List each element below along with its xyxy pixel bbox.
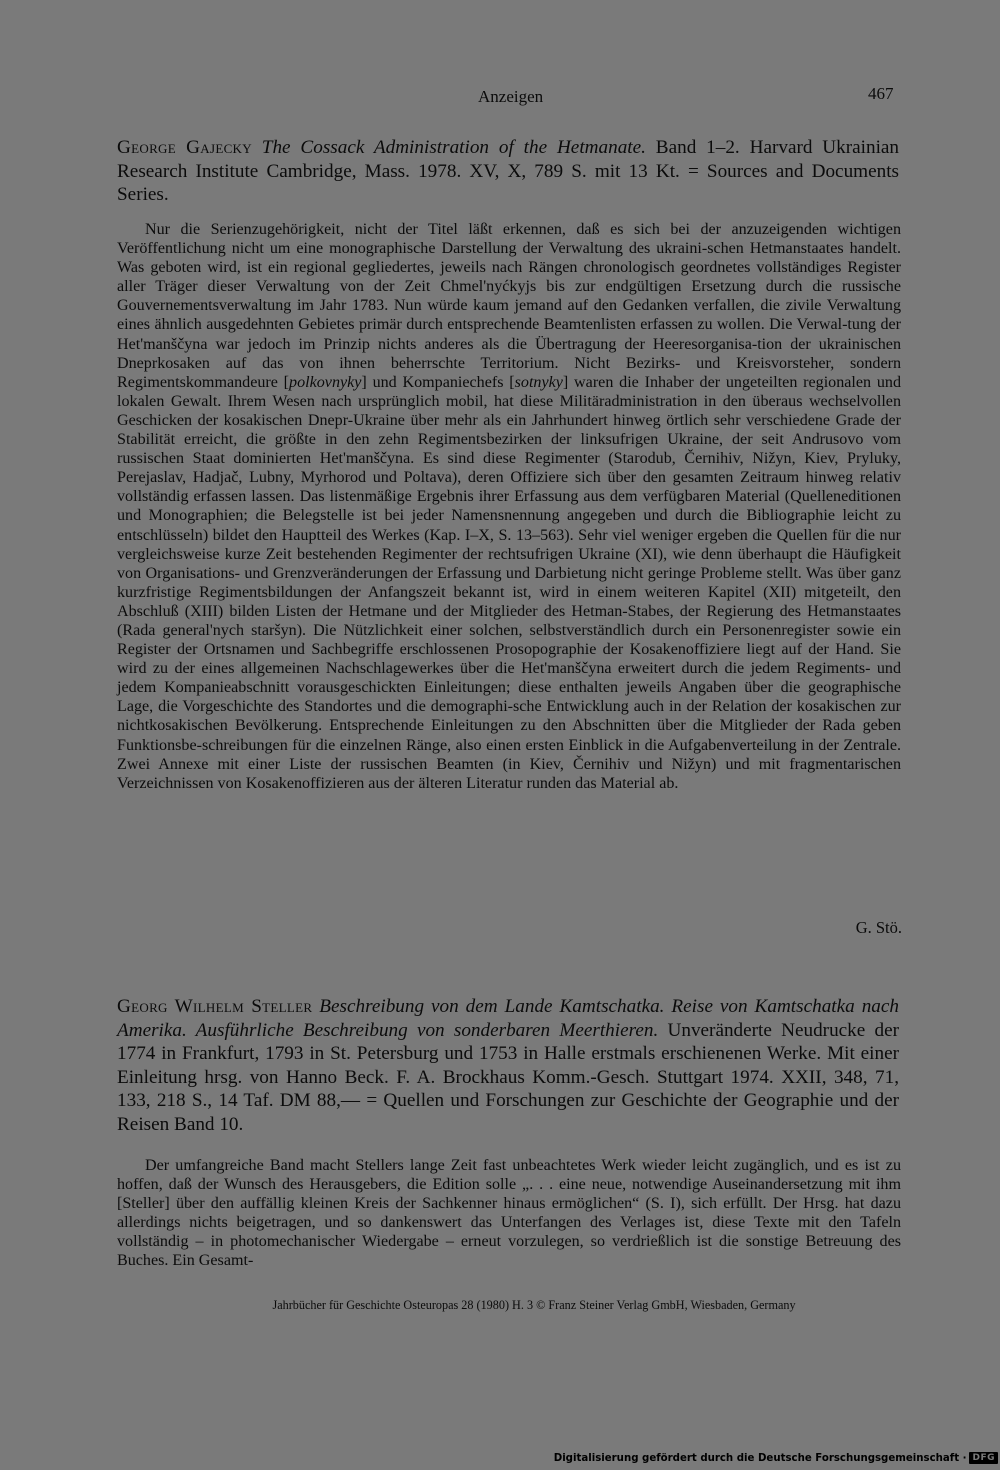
term-polkovnyky: polkovnyky — [289, 373, 362, 391]
page-number: 467 — [868, 84, 894, 103]
entry-1-title: The Cossack Administration of the Hetmanate. — [261, 137, 646, 158]
running-head — [0, 84, 1000, 110]
entry-2-author: Georg Wilhelm Steller — [117, 996, 313, 1017]
entry-1-heading — [117, 136, 899, 207]
entry-2-review-body: Der umfangreiche Band macht Stellers lange Zeit fast unbeachtetes Werk wieder leicht zugänglich, und es ist zu hoffen, daß der Wunsch des Herausgebers, die Edition solle „. . . eine neue, notwendige Auseinandersetzung mit ihm [Steller] über den auffällig kleinen Kreis der Sachkenner hinaus ermöglichen“ (S. I), sich erfüllt. Der Hrsg. hat dazu allerdings nichts beigetragen, und so dankenswert das Unterfangen des Verlages ist, diese Texte mit den Tafeln vollständig – in photomechanischer Wiedergabe – erneut vorzulegen, so verdrießlich ist die sonstige Betreuung des Buches. Ein Gesamt- — [117, 1157, 901, 1270]
entry-2-heading — [117, 995, 899, 1136]
entry-1-details: Band 1–2. Harvard Ukrainian Research Institute Cambridge, Mass. 1978. XV, X, 789 S. mit 13 Kt. = Sources and Documents Series. — [117, 137, 900, 205]
scan-credit — [553, 1451, 998, 1465]
entry-1-author: George Gajecky — [117, 137, 252, 158]
running-title: Anzeigen — [478, 87, 544, 106]
entry-1-reviewer: G. Stö. — [855, 918, 902, 937]
entry-1-review-body: Nur die Serienzugehörigkeit, nicht der Titel läßt erkennen, daß es sich bei der anzuzeigenden wichtigen Veröffentlichung nicht um eine monographische Darstellung der Verwaltung des ukraini-schen Hetmanstaates handelt. Was geboten wird, ist ein regional gegliedertes, jeweils nach Rängen chronologisch geordnetes vollständiges Register aller Träger dieser Verwaltung von der Zeit Chmel'nyćkyjs bis zur endgültigen Ersetzung durch die russische Gouvernementsverwaltung im Jahr 1783. Nun würde kaum jemand auf den Gedanken verfallen, die zivile Verwaltung eines ähnlich ausgedehnten Gebietes primär durch entsprechende Beamtenlisten erfassen zu wollen. Die Verwal-tung der Het'manščyna war jedoch im Prinzip nichts anderes als die Übertragung der Heeresorganisa-tion der ukrainischen Dneprkosaken auf das von ihnen beherrschte Territorium. Nicht Bezirks- und Kreisvorsteher, sondern Regimentskommandeure [polkovnyky] und Kompaniechefs [sotnyky] waren die Inhaber der ungeteilten regionalen und lokalen Gewalt. Ihrem Wesen nach ursprünglich mobil, hat diese Militäradministration in den überaus wechselvollen Geschicken der kosakischen Dnepr-Ukraine über mehr als ein Jahrhundert hinweg örtlich sehr verschiedene Grade der Stabilität erreicht, die größte in den zehn Regimentsbezirken der linksufrigen Ukraine, der seit Andrusovo vom russischen Staat dominierten Het'manščyna. Es sind diese Regimenter (Starodub, Černihiv, Nižyn, Kiev, Pryluky, Perejaslav, Hadjač, Lubny, Myrhorod und Poltava), deren Offiziere sich über den gesamten Zeitraum hinweg relativ vollständig erfassen lassen. Das listenmäßige Ergebnis ihrer Erfassung aus dem verfügbaren Material (Quelleneditionen und Monographien; die Belegstelle ist bei jeder Namensnennung angegeben und durch die Bibliographie leicht zu entschlüsseln) bildet den Hauptteil des Werkes (Kap. I–X, S. 13–563). Sehr viel weniger ergeben die Quellen für die nur vergleichsweise kurze Zeit bestehenden Regimenter der rechtsufrigen Ukraine (XI), wie denn überhaupt die Häufigkeit von Organisations- und Grenzveränderungen der Erfassung und Darbietung nicht geringe Probleme stellt. Was über ganz kurzfristige Regimentsbildungen der Anfangszeit bekannt ist, wird in einem weiteren Kapitel (XII) mitgeteilt, den Abschluß (XIII) bilden Listen der Hetmane und der Mitglieder des Hetman-Stabes, der Regierung des Hetmanstaates (Rada general'nych staršyn). Die Nützlichkeit einer solchen, selbstverständlich durch ein Personenregister sowie ein Register der Ortsnamen und Sachbegriffe erschlossenen Prosopographie der Kosakenoffiziere liegt auf der Hand. Sie wird zu der eines allgemeinen Nachschlagewerkes über die Het'manščyna erweitert durch die jedem Regiments- und jedem Kompanieabschnitt vorausgeschickten Einleitungen; diese enthalten jeweils Angaben über die geographische Lage, die Vorgeschichte des Standortes und die demographi-sche Entwicklung auch in der Relation der kosakischen zur nichtkosakischen Bevölkerung. Entsprechende Einleitungen zu den Abschnitten über die Mitglieder der Rada geben Funktionsbe-schreibungen für die einzelnen Ränge, also einen ersten Einblick in die Aufgabenverteilung in der Zentrale. Zwei Annexe mit einer Liste der russischen Beamten (in Kiev, Černihiv und Nižyn) und mit fragmentarischen Verzeichnissen von Kosakenoffizieren aus der älteren Literatur runden das Material ab. — [117, 221, 901, 792]
entry-2-title: Beschreibung von dem Lande Kamtschatka. Reise von Kamtschatka nach Amerika. Ausführliche Beschreibung von sonderbaren Meerthieren. — [117, 996, 899, 1041]
scan-credit-text: Digitalisierung gefördert durch die Deutsche Forschungsgemeinschaft · — [553, 1452, 967, 1464]
journal-footer: Jahrbücher für Geschichte Osteuropas 28 (1980) H. 3 © Franz Steiner Verlag GmbH, Wiesbaden, Germany — [272, 1298, 796, 1312]
dfg-logo-icon: DFG — [969, 1452, 998, 1464]
term-sotnyky: sotnyky — [514, 373, 563, 391]
entry-2-details: Unveränderte Neudrucke der 1774 in Frankfurt, 1793 in St. Petersburg und 1753 in Halle erstmals erschienenen Werke. Mit einer Einleitung hrsg. von Hanno Beck. F. A. Brockhaus Komm.-Gesch. Stuttgart 1974. XXII, 348, 71, 133, 218 S., 14 Taf. DM 88,— = Quellen und Forschungen zur Geschichte der Geographie und der Reisen Band 10. — [117, 1019, 900, 1135]
